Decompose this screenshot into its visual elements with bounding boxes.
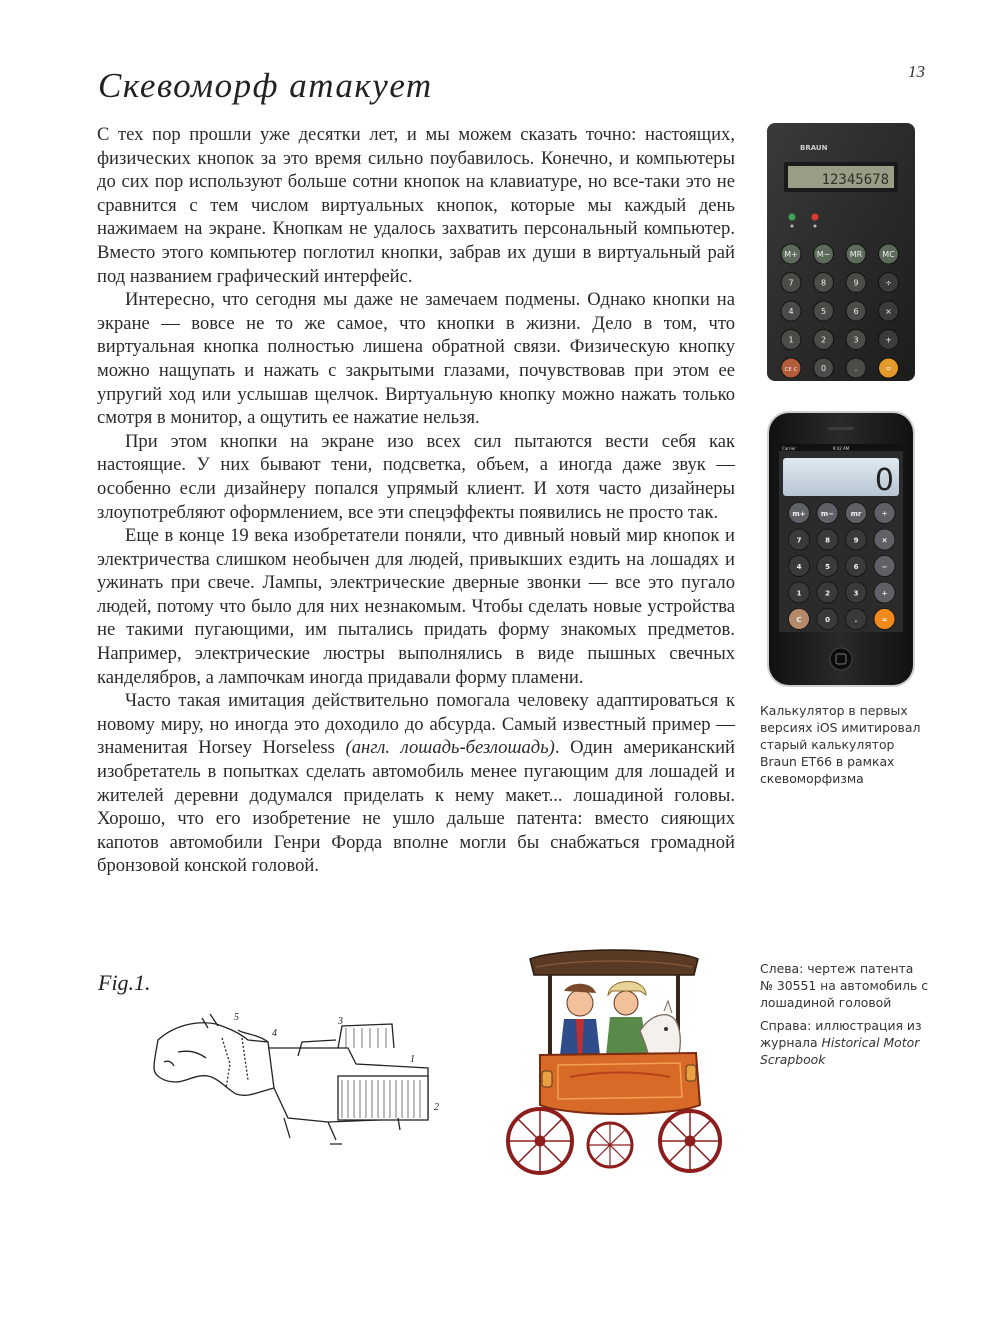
braun-key-label: 6 — [853, 307, 859, 316]
braun-key-label: 5 — [820, 307, 827, 316]
iphone-key-label: − — [881, 563, 888, 571]
journal-name: Historical Motor Scrapbook — [760, 1035, 920, 1067]
status-carrier: Carrier — [782, 446, 796, 451]
paragraph-text: . Один американский изобретатель в попытках сделать автомобиль менее пугающим для лошадей и жителей деревни додумался приделать к нему макет... лошадиной головы. Хорошо, что его изобретение не ушло дальше патента: вместо сияющих капотов автомобили Генри Форда вполне могли бы снабжаться громадной бронзовой конской головой. — [97, 737, 736, 877]
iphone-key-label: × — [881, 536, 888, 545]
illustration-caption-text: Справа: иллюстрация из журнала — [760, 1018, 922, 1050]
iphone-key-label: 3 — [853, 589, 859, 598]
braun-key-label: 2 — [820, 335, 827, 345]
braun-key-label: M− — [816, 250, 831, 259]
illustration-caption — [760, 1017, 935, 1068]
svg-text:1: 1 — [410, 1054, 415, 1065]
paragraph — [97, 689, 735, 878]
braun-key-label: 8 — [820, 278, 827, 288]
carriage-image — [500, 945, 725, 1195]
iphone-display-value: 0 — [874, 463, 894, 498]
iphone-key-label: 6 — [853, 563, 859, 571]
paragraph: Еще в конце 19 века изобретатели поняли, что дивный новый мир кнопок и электричества слишком необычен для людей, привыкших ездить на лошадях и ужинать при свече. Лампы, электрические дверные звонки — все это пугало людей, потому что было для них незнакомым. Чтобы сделать новые устройства не такими пугающими, им пытались придать форму знакомых предметов. Например, электрические люстры выполнялись в виде пышных свечных канделябров, а лампочкам иногда придавали форму пламени. — [97, 525, 735, 688]
braun-key-label: . — [854, 364, 858, 373]
iphone-key-label: m− — [820, 510, 835, 518]
chapter-title: Скевоморф атакует — [98, 66, 433, 105]
fig-label: Fig.1. — [98, 970, 151, 995]
braun-key-label: × — [885, 307, 892, 316]
braun-key-label: 3 — [853, 335, 859, 345]
braun-key-label: M+ — [784, 250, 798, 259]
paragraph-text: Часто такая имитация действительно помогала человеку адаптироваться к новому миру, но иногда это доходило до абсурда. Самый известный пример — знаменитая Horsey Horseless — [97, 690, 735, 759]
horseless-carriage-illustration — [500, 945, 725, 1195]
braun-key-label: 9 — [853, 278, 859, 288]
paragraph: При этом кнопки на экране изо всех сил пытаются вести себя как настоящие. У них бывают тени, подсветка, объем, а иногда даже звук — особенно если дизайнеру попался упрямый клиент. И хотя часто дизайнеры злоупотребляют оформлением, все эти спецэффекты появились не просто так. — [97, 430, 735, 523]
iphone-key-label: 2 — [825, 589, 830, 598]
braun-key-label: MC — [882, 250, 895, 259]
iphone-key-label: = — [881, 616, 888, 624]
braun-logo: BRAUN — [800, 144, 828, 152]
page-number: 13 — [908, 62, 925, 81]
calculators-caption: Калькулятор в первых версиях iOS имитировал старый калькулятор Braun ET66 в рамках скевоморфизма — [760, 703, 921, 786]
iphone-key-label: . — [854, 616, 858, 624]
status-time: 9:42 AM — [832, 446, 850, 451]
braun-calculator-image — [766, 122, 916, 382]
iphone-key-label: + — [881, 589, 888, 598]
iphone-key-label: mr — [850, 510, 862, 518]
braun-key-label: CE C — [784, 367, 798, 373]
paragraph: С тех пор прошли уже десятки лет, и мы можем сказать точно: настоящих, физических кнопок за это время сильно поубавилось. Конечно, и компьютеры до сих пор используют больше сотни кнопок на клавиатуре, но все-таки это не сравнится с тем числом виртуальных кнопок, которые мы каждый день нажимаем на экране. Кнопкам не удалось захватить персональный компьютер. Вместо этого компьютер поглотил кнопки, забрав их души в виртуальный рай под названием графический интерфейс. — [97, 124, 735, 287]
braun-key-label: ÷ — [885, 278, 892, 288]
braun-key-label: MR — [849, 250, 863, 259]
braun-key-label: 4 — [788, 307, 794, 316]
braun-key-label: + — [885, 335, 892, 345]
iphone-calculator-image — [766, 410, 916, 688]
iphone-key-label: 0 — [825, 616, 830, 624]
svg-text:5: 5 — [234, 1012, 239, 1023]
braun-calculator-photo — [766, 122, 916, 382]
body-text — [97, 123, 735, 878]
iphone-key-label: 7 — [796, 536, 802, 545]
svg-text:3: 3 — [338, 1016, 343, 1027]
iphone-calculator-photo — [766, 410, 916, 688]
patent-caption: Слева: чертеж патента № 30551 на автомобиль с лошадиной головой — [760, 961, 929, 1010]
iphone-key-label: m+ — [792, 510, 806, 518]
iphone-key-label: 5 — [825, 563, 830, 571]
horse-head-patent-image — [98, 968, 478, 1158]
paragraph-italic: (англ. лошадь-безлошадь) — [345, 737, 555, 759]
braun-key-label: 1 — [788, 335, 794, 345]
svg-text:4: 4 — [272, 1028, 277, 1039]
braun-display-value: 12345678 — [821, 172, 889, 188]
patent-drawing — [98, 968, 478, 1158]
braun-key-label: = — [885, 364, 892, 373]
braun-key-label: 7 — [788, 278, 794, 288]
iphone-key-label: C — [796, 616, 802, 624]
braun-key-label: 0 — [820, 364, 827, 373]
iphone-key-label: ÷ — [881, 510, 888, 518]
svg-text:2: 2 — [434, 1102, 439, 1113]
paragraph: Интересно, что сегодня мы даже не замечаем подмены. Однако кнопки на экране — вовсе не то же самое, что кнопки в жизни. Дело в том, что виртуальная кнопка полностью лишена обратной связи. Физическую кнопку можно нащупать и нажать с закрытыми глазами, почувствовав при этом ее упругий ход или услышав щелчок. Виртуальную кнопку можно нажать только смотря в монитор, а ощутить ее нажатие нельзя. — [97, 289, 735, 429]
iphone-key-label: 4 — [796, 563, 802, 571]
iphone-key-label: 1 — [796, 589, 802, 598]
iphone-key-label: 8 — [825, 536, 830, 545]
iphone-key-label: 9 — [853, 536, 859, 545]
